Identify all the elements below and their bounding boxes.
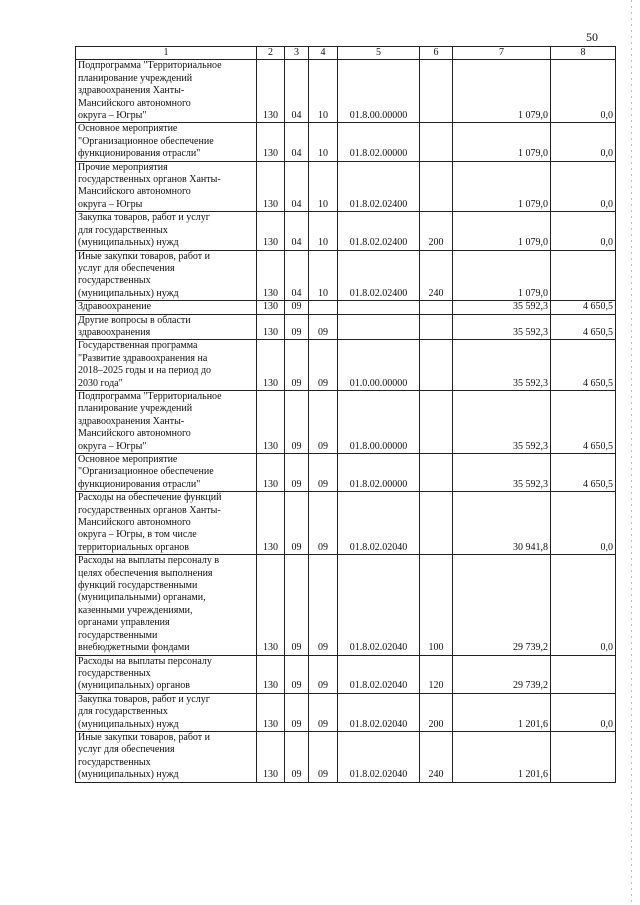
target-article-cell: 01.8.02.02040 <box>338 555 420 655</box>
scan-edge <box>631 0 632 905</box>
expense-type-cell: 120 <box>420 655 453 693</box>
row-name-cell: Расходы на выплаты персоналу государственных (муниципальных) органов <box>76 655 257 693</box>
target-article-cell: 01.8.02.02040 <box>338 693 420 731</box>
row-name-cell: Основное мероприятие "Организационное обеспечение функционирования отрасли" <box>76 454 257 492</box>
code-admin-cell: 130 <box>257 161 285 212</box>
subsection-cell: 10 <box>309 212 338 250</box>
subsection-cell: 09 <box>309 555 338 655</box>
code-admin-cell: 130 <box>257 454 285 492</box>
code-admin-cell: 130 <box>257 123 285 161</box>
subvention-amount-cell: 4 650,5 <box>551 340 616 391</box>
table-row <box>76 314 616 340</box>
table-row <box>76 555 616 655</box>
row-name-cell: Другие вопросы в области здравоохранения <box>76 314 257 340</box>
subsection-cell: 09 <box>309 655 338 693</box>
subvention-amount-cell <box>551 655 616 693</box>
amount-cell: 35 592,3 <box>453 340 551 391</box>
row-name-cell: Закупка товаров, работ и услуг для государственных (муниципальных) нужд <box>76 693 257 731</box>
subvention-amount-cell: 4 650,5 <box>551 314 616 340</box>
amount-cell: 1 079,0 <box>453 250 551 301</box>
row-name-cell: Государственная программа "Развитие здравоохранения на 2018–2025 годы и на период до 2030 года" <box>76 340 257 391</box>
table-row <box>76 454 616 492</box>
expense-type-cell: 100 <box>420 555 453 655</box>
code-admin-cell: 130 <box>257 693 285 731</box>
amount-cell: 29 739,2 <box>453 555 551 655</box>
expense-type-cell: 200 <box>420 212 453 250</box>
header-col-3: 3 <box>285 47 309 60</box>
row-name-cell: Подпрограмма "Территориальное планирование учреждений здравоохранения Ханты- Мансийского автономного округа – Югры" <box>76 390 257 453</box>
row-name-cell: Прочие мероприятия государственных органов Ханты- Мансийского автономного округа – Югры <box>76 161 257 212</box>
section-cell: 09 <box>285 731 309 782</box>
amount-cell: 1 079,0 <box>453 123 551 161</box>
section-cell: 09 <box>285 454 309 492</box>
subsection-cell: 09 <box>309 340 338 391</box>
subvention-amount-cell: 4 650,5 <box>551 301 616 314</box>
target-article-cell: 01.8.02.02040 <box>338 655 420 693</box>
amount-cell: 30 941,8 <box>453 492 551 555</box>
subsection-cell: 10 <box>309 60 338 123</box>
subsection-cell: 09 <box>309 314 338 340</box>
subsection-cell: 09 <box>309 693 338 731</box>
expense-type-cell <box>420 301 453 314</box>
row-name-cell: Закупка товаров, работ и услуг для государственных (муниципальных) нужд <box>76 212 257 250</box>
code-admin-cell: 130 <box>257 314 285 340</box>
table-row <box>76 340 616 391</box>
amount-cell: 35 592,3 <box>453 301 551 314</box>
section-cell: 09 <box>285 492 309 555</box>
subvention-amount-cell: 0,0 <box>551 60 616 123</box>
table-row <box>76 250 616 301</box>
amount-cell: 29 739,2 <box>453 655 551 693</box>
amount-cell: 1 201,6 <box>453 693 551 731</box>
code-admin-cell: 130 <box>257 492 285 555</box>
subvention-amount-cell: 0,0 <box>551 212 616 250</box>
amount-cell: 1 079,0 <box>453 161 551 212</box>
subvention-amount-cell <box>551 731 616 782</box>
subvention-amount-cell: 0,0 <box>551 161 616 212</box>
target-article-cell: 01.8.02.00000 <box>338 454 420 492</box>
table-row <box>76 731 616 782</box>
code-admin-cell: 130 <box>257 60 285 123</box>
section-cell: 09 <box>285 314 309 340</box>
target-article-cell: 01.8.02.02040 <box>338 731 420 782</box>
subvention-amount-cell: 0,0 <box>551 555 616 655</box>
subsection-cell: 09 <box>309 492 338 555</box>
subsection-cell: 09 <box>309 454 338 492</box>
header-col-8: 8 <box>551 47 616 60</box>
expense-type-cell: 240 <box>420 731 453 782</box>
table-row <box>76 390 616 453</box>
expense-type-cell <box>420 161 453 212</box>
table-row <box>76 212 616 250</box>
expense-type-cell <box>420 454 453 492</box>
code-admin-cell: 130 <box>257 390 285 453</box>
expense-type-cell <box>420 314 453 340</box>
section-cell: 09 <box>285 555 309 655</box>
row-name-cell: Иные закупки товаров, работ и услуг для обеспечения государственных (муниципальных) нужд <box>76 250 257 301</box>
amount-cell: 35 592,3 <box>453 454 551 492</box>
row-name-cell: Расходы на обеспечение функций государственных органов Ханты- Мансийского автономного округа – Югры, в том числе территориальных органов <box>76 492 257 555</box>
header-row <box>76 47 616 60</box>
header-col-7: 7 <box>453 47 551 60</box>
section-cell: 04 <box>285 60 309 123</box>
header-col-2: 2 <box>257 47 285 60</box>
table-row <box>76 161 616 212</box>
table-row <box>76 693 616 731</box>
row-name-cell: Подпрограмма "Территориальное планирование учреждений здравоохранения Ханты- Мансийского автономного округа – Югры" <box>76 60 257 123</box>
expense-type-cell <box>420 390 453 453</box>
target-article-cell: 01.0.00.00000 <box>338 340 420 391</box>
code-admin-cell: 130 <box>257 340 285 391</box>
expense-type-cell <box>420 60 453 123</box>
table-row <box>76 655 616 693</box>
target-article-cell: 01.8.02.02400 <box>338 161 420 212</box>
target-article-cell <box>338 301 420 314</box>
section-cell: 09 <box>285 693 309 731</box>
budget-table <box>75 46 616 783</box>
expense-type-cell <box>420 123 453 161</box>
row-name-cell: Основное мероприятие "Организационное обеспечение функционирования отрасли" <box>76 123 257 161</box>
row-name-cell: Здравоохранение <box>76 301 257 314</box>
row-name-cell: Иные закупки товаров, работ и услуг для обеспечения государственных (муниципальных) нужд <box>76 731 257 782</box>
section-cell: 04 <box>285 212 309 250</box>
table-row <box>76 492 616 555</box>
section-cell: 09 <box>285 301 309 314</box>
expense-type-cell <box>420 492 453 555</box>
expense-type-cell: 240 <box>420 250 453 301</box>
target-article-cell <box>338 314 420 340</box>
subvention-amount-cell: 4 650,5 <box>551 390 616 453</box>
subvention-amount-cell: 0,0 <box>551 492 616 555</box>
code-admin-cell: 130 <box>257 212 285 250</box>
page-number: 50 <box>586 30 598 44</box>
subvention-amount-cell <box>551 250 616 301</box>
section-cell: 09 <box>285 655 309 693</box>
header-col-5: 5 <box>338 47 420 60</box>
subsection-cell: 10 <box>309 123 338 161</box>
amount-cell: 35 592,3 <box>453 314 551 340</box>
header-col-4: 4 <box>309 47 338 60</box>
target-article-cell: 01.8.00.00000 <box>338 60 420 123</box>
code-admin-cell: 130 <box>257 250 285 301</box>
section-cell: 04 <box>285 123 309 161</box>
subsection-cell: 09 <box>309 390 338 453</box>
section-cell: 04 <box>285 161 309 212</box>
section-cell: 09 <box>285 340 309 391</box>
table-row <box>76 301 616 314</box>
code-admin-cell: 130 <box>257 301 285 314</box>
code-admin-cell: 130 <box>257 555 285 655</box>
subvention-amount-cell: 0,0 <box>551 693 616 731</box>
target-article-cell: 01.8.02.00000 <box>338 123 420 161</box>
code-admin-cell: 130 <box>257 655 285 693</box>
target-article-cell: 01.8.02.02400 <box>338 212 420 250</box>
subsection-cell <box>309 301 338 314</box>
amount-cell: 35 592,3 <box>453 390 551 453</box>
table-row <box>76 123 616 161</box>
row-name-cell: Расходы на выплаты персоналу в целях обеспечения выполнения функций государственными (муниципальными) органами, казенными учреждениями, органами управления государственными внебюджетными фондами <box>76 555 257 655</box>
amount-cell: 1 201,6 <box>453 731 551 782</box>
target-article-cell: 01.8.00.00000 <box>338 390 420 453</box>
subsection-cell: 10 <box>309 161 338 212</box>
subsection-cell: 10 <box>309 250 338 301</box>
target-article-cell: 01.8.02.02400 <box>338 250 420 301</box>
header-col-6: 6 <box>420 47 453 60</box>
expense-type-cell <box>420 340 453 391</box>
subvention-amount-cell: 4 650,5 <box>551 454 616 492</box>
target-article-cell: 01.8.02.02040 <box>338 492 420 555</box>
section-cell: 09 <box>285 390 309 453</box>
expense-type-cell: 200 <box>420 693 453 731</box>
section-cell: 04 <box>285 250 309 301</box>
amount-cell: 1 079,0 <box>453 212 551 250</box>
header-col-1: 1 <box>76 47 257 60</box>
code-admin-cell: 130 <box>257 731 285 782</box>
subsection-cell: 09 <box>309 731 338 782</box>
table-row <box>76 60 616 123</box>
amount-cell: 1 079,0 <box>453 60 551 123</box>
subvention-amount-cell: 0,0 <box>551 123 616 161</box>
